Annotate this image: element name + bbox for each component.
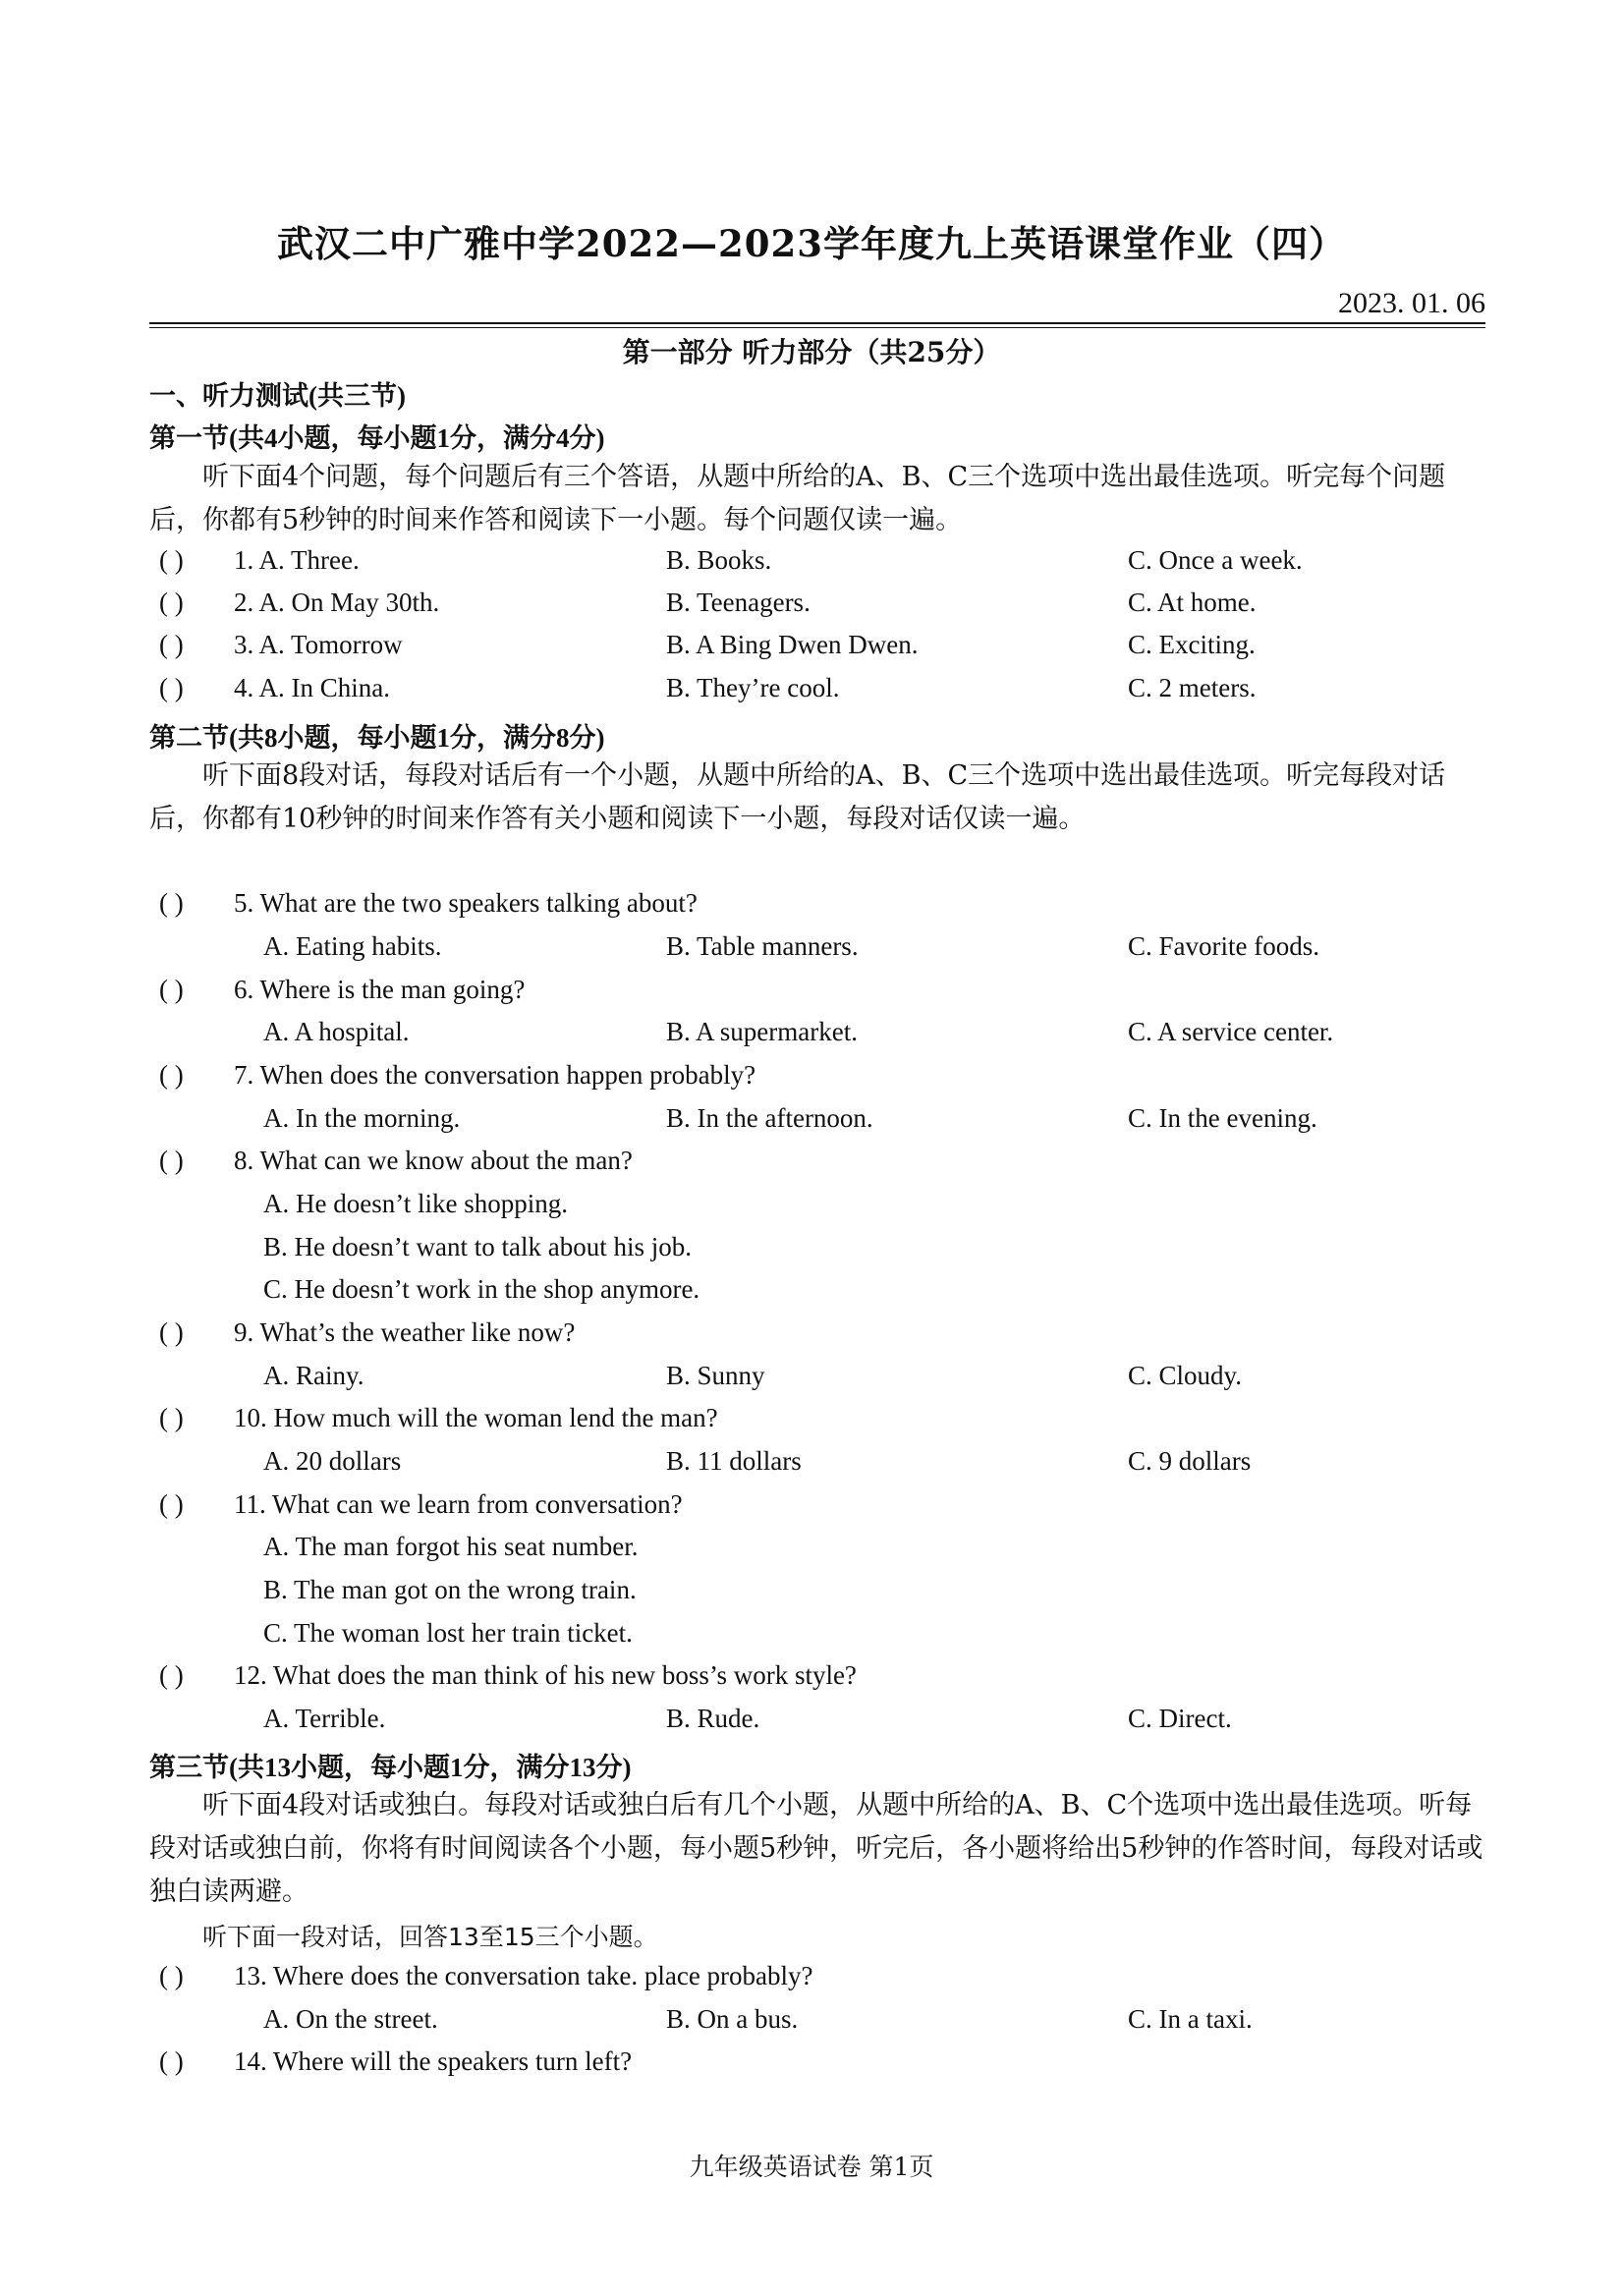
answer-blank: ( ) — [159, 1489, 184, 1519]
question-stem: 7. When does the conversation happen probably? — [234, 1060, 756, 1090]
answer-blank: ( ) — [159, 1660, 184, 1690]
option-a: A. 20 dollars — [263, 1446, 402, 1476]
option-b: B. A supermarket. — [666, 1017, 858, 1046]
option-c: C. Cloudy. — [1128, 1361, 1243, 1390]
answer-blank: ( ) — [159, 1961, 184, 1990]
option-a: 1. A. Three. — [234, 545, 360, 575]
option-c: C. Exciting. — [1128, 630, 1256, 659]
question-stem: 5. What are the two speakers talking about? — [234, 888, 698, 918]
option-c: C. Direct. — [1128, 1704, 1232, 1733]
option-b: B. Rude. — [666, 1704, 760, 1733]
section2-instructions: 听下面8段对话，每段对话后有一个小题，从题中所给的A、B、C三个选项中选出最佳选项。听完每段对话后，你都有10秒钟的时间来作答有关小题和阅读下一小题，每段对话仅读一遍。 — [149, 760, 1446, 834]
page-title: 武汉二中广雅中学2022—2023学年度九上英语课堂作业（四） — [277, 222, 1346, 265]
answer-blank: ( ) — [159, 630, 184, 659]
option-c: C. The woman lost her train ticket. — [263, 1618, 633, 1648]
section1-instructions: 听下面4个问题，每个问题后有三个答语，从题中所给的A、B、C三个选项中选出最佳选项。听完每个问题后，你都有5秒钟的时间来作答和阅读下一小题。每个问题仅读一遍。 — [149, 462, 1446, 535]
option-b: B. Table manners. — [666, 931, 859, 961]
part-heading: 第一部分 听力部分（共25分） — [622, 336, 1001, 368]
option-b: B. On a bus. — [666, 2004, 799, 2034]
option-a: A. Rainy. — [263, 1361, 364, 1390]
option-b: B. He doesn’t want to talk about his job. — [263, 1232, 692, 1261]
option-a: 2. A. On May 30th. — [234, 588, 440, 617]
option-a: A. Eating habits. — [263, 931, 442, 961]
answer-blank: ( ) — [159, 2046, 184, 2076]
question-stem: 11. What can we learn from conversation? — [234, 1489, 683, 1519]
option-c: C. 9 dollars — [1128, 1446, 1252, 1476]
option-c: C. Once a week. — [1128, 545, 1303, 575]
option-c: C. In a taxi. — [1128, 2004, 1253, 2034]
option-b: B. Sunny — [666, 1361, 765, 1390]
option-b: B. 11 dollars — [666, 1446, 802, 1476]
question-stem: 12. What does the man think of his new boss’s work style? — [234, 1660, 857, 1690]
option-b: B. In the afternoon. — [666, 1103, 873, 1133]
exam-date: 2023. 01. 06 — [1338, 287, 1485, 319]
question-stem: 9. What’s the weather like now? — [234, 1317, 576, 1347]
option-b: B. Books. — [666, 545, 772, 575]
answer-blank: ( ) — [159, 673, 184, 702]
option-a: A. A hospital. — [263, 1017, 410, 1046]
answer-blank: ( ) — [159, 545, 184, 575]
option-a: A. In the morning. — [263, 1103, 461, 1133]
header-rule-bottom — [149, 327, 1485, 328]
option-b: B. They’re cool. — [666, 673, 840, 702]
option-c: C. Favorite foods. — [1128, 931, 1319, 961]
option-a: A. The man forgot his seat number. — [263, 1532, 639, 1561]
option-a: 4. A. In China. — [234, 673, 390, 702]
answer-blank: ( ) — [159, 975, 184, 1004]
answer-blank: ( ) — [159, 888, 184, 918]
option-a: A. He doesn’t like shopping. — [263, 1189, 568, 1218]
question-stem: 6. Where is the man going? — [234, 975, 526, 1004]
answer-blank: ( ) — [159, 1403, 184, 1432]
section-main-heading: 一、听力测试(共三节) — [149, 381, 406, 411]
option-c: C. At home. — [1128, 588, 1257, 617]
question-stem: 14. Where will the speakers turn left? — [234, 2046, 633, 2076]
section3-sub-instruction: 听下面一段对话，回答13至15三个小题。 — [202, 1923, 658, 1951]
question-stem: 13. Where does the conversation take. place probably? — [234, 1961, 813, 1990]
answer-blank: ( ) — [159, 1146, 184, 1175]
option-c: C. He doesn’t work in the shop anymore. — [263, 1274, 700, 1304]
section3-instructions: 听下面4段对话或独白。每段对话或独白后有几个小题，从题中所给的A、B、C个选项中选出最佳选项。听每段对话或独白前，你将有时间阅读各个小题，每小题5秒钟，听完后，各小题将给出5秒钟的作答时间，每段对话或独白读两避。 — [149, 1790, 1483, 1907]
option-a: A. On the street. — [263, 2004, 438, 2034]
answer-blank: ( ) — [159, 1317, 184, 1347]
section3-heading: 第三节(共13小题，每小题1分，满分13分) — [149, 1753, 632, 1782]
section1-heading: 第一节(共4小题，每小题1分，满分4分) — [149, 423, 605, 453]
option-a: 3. A. Tomorrow — [234, 630, 403, 659]
option-a: A. Terrible. — [263, 1704, 386, 1733]
answer-blank: ( ) — [159, 588, 184, 617]
option-c: C. In the evening. — [1128, 1103, 1317, 1133]
option-b: B. A Bing Dwen Dwen. — [666, 630, 919, 659]
question-stem: 8. What can we know about the man? — [234, 1146, 633, 1175]
question-stem: 10. How much will the woman lend the man? — [234, 1403, 718, 1432]
answer-blank: ( ) — [159, 1060, 184, 1090]
option-c: C. 2 meters. — [1128, 673, 1257, 702]
option-c: C. A service center. — [1128, 1017, 1334, 1046]
option-b: B. The man got on the wrong train. — [263, 1575, 637, 1604]
option-b: B. Teenagers. — [666, 588, 811, 617]
header-rule-top — [149, 322, 1485, 324]
page-footer: 九年级英语试卷 第1页 — [689, 2153, 934, 2181]
section2-heading: 第二节(共8小题，每小题1分，满分8分) — [149, 723, 605, 753]
